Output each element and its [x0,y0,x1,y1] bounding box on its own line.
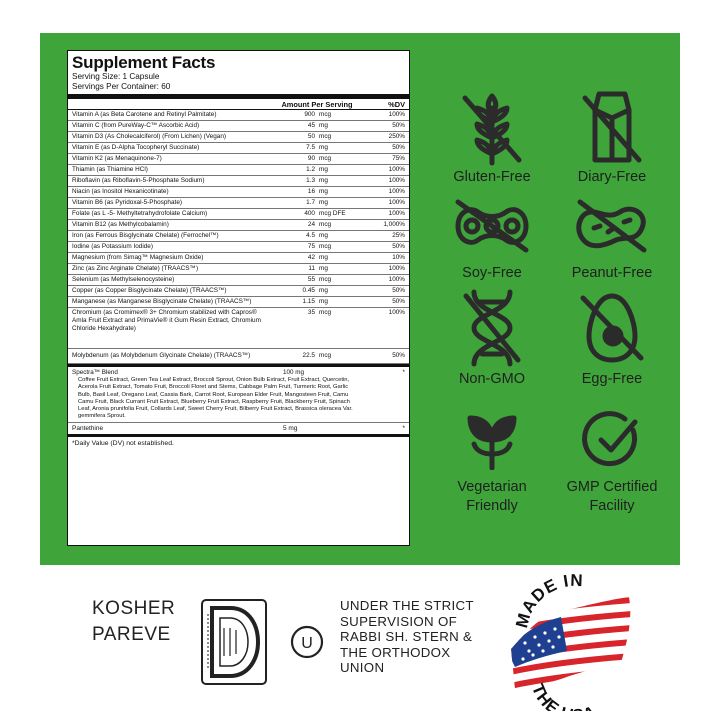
nutrient-dv: 10% [392,254,405,262]
non-gmo-badge [437,288,547,389]
nutrient-name: Vitamin E (as D-Alpha Tocopheryl Succinate) [72,144,200,152]
nutrient-amount-value: 1.3 [306,177,315,185]
nutrient-amount [269,133,365,141]
pantethine-row: Pantethine 5 mg * [68,423,409,437]
nutrient-row [68,143,409,154]
nutrient-amount-unit: mg [319,166,328,174]
dairy-free-label: Diary-Free [577,169,647,185]
nutrient-dv: 100% [388,111,405,119]
nutrient-amount-value: 24 [307,221,315,229]
nutrient-amount [269,265,365,273]
made-in-text: MADE IN [512,571,584,630]
nutrient-amount-value: 7.5 [306,144,315,152]
peanut-crossed-icon [572,198,652,254]
nutrient-row [68,176,409,187]
nutrient-amount-value: 55 [307,276,315,284]
nutrient-name: Zinc (as Zinc Arginate Chelate) (TRAACS™) [72,265,199,273]
dv-header: %DV [388,99,405,109]
nutrient-amount-unit: mcg [319,111,332,119]
nutrient-amount [269,155,365,163]
nutrient-row [68,231,409,242]
nutrient-name: Vitamin B6 (as Pyridoxal-5-Phosphate) [72,199,182,207]
nutrient-amount-unit: mcg [319,243,332,251]
orthodox-union-symbol [290,625,324,664]
blend-dv: * [402,369,405,377]
nutrient-name: Thiamin (as Thiamine HCl) [72,166,148,174]
vegetarian-badge [437,410,547,516]
nutrient-amount-unit: mg [319,298,328,306]
nutrient-name: Magnesium (from Simag™ Magnesium Oxide) [72,254,204,262]
nutrient-amount-unit: mcg DFE [319,210,346,218]
nutrient-amount [269,254,365,262]
dna-crossed-icon [462,288,522,368]
nutrient-amount-unit: mcg [319,221,332,229]
nutrient-row [68,275,409,286]
supplement-facts-panel [67,50,410,546]
blend-ingredients: Coffee Fruit Extract, Green Tea Leaf Extract, Broccoli Sprout, Onion Bulb Extract, Fruit Extract, Quercetin, Acerola Fruit Extract, Tomato Fruit, Broccoli Floret and Stems, Cabbage Palm Fruit, Turmeric Root, Garlic Bulb, Basil Leaf, Oregano Leaf, Cassia Bark, Carrot Root, European Elder Fruit, Mangosteen Fruit, Camu Camu Fruit, Black Currant Fruit Extract, Blueberry Fruit Extract, Raspberry Fruit, Blackberry Fruit, Spinach Leaf, Aronia prunifolia Fruit, Collards Leaf, Sweet Cherry Fruit, Bilberry Fruit Extract, Brassica oleracea Var. gemmifera Sprout. [78,377,353,420]
amount-header: Amount Per Serving [281,99,353,109]
nutrient-amount-unit: mg [319,177,328,185]
facts-title: Supplement Facts [72,53,216,72]
spectra-blend-row [68,364,409,422]
nutrient-name: Iron (as Ferrous Bisglycinate Chelate) (Ferrochel™) [72,232,219,240]
nutrient-row [68,286,409,297]
nutrient-name: Riboflavin (as Riboflavin-5-Phosphate Sodium) [72,177,205,185]
nutrient-amount-unit: mg [319,232,328,240]
nutrient-amount [269,166,365,174]
nutrient-row [68,209,409,220]
nutrient-amount-value: 1.7 [306,199,315,207]
nutrient-dv: 100% [388,166,405,174]
nutrient-name: Vitamin A (as Beta Carotene and Retinyl Palmitate) [72,111,217,119]
gluten-free-badge [437,88,547,187]
egg-free-label: Egg-Free [581,371,643,387]
nutrient-dv: 75% [392,155,405,163]
nutrient-amount [269,177,365,185]
nutrient-name: Iodine (as Potassium Iodide) [72,243,153,251]
nutrient-amount [269,188,365,196]
nutrient-amount-value: 900 [304,111,315,119]
nutrient-row [68,264,409,275]
nutrient-row [68,132,409,143]
nutrient-row [68,110,409,121]
ou-letter: U [301,635,313,652]
made-in-usa-badge [497,571,647,716]
nutrient-amount-unit: mg [319,199,328,207]
nutrient-name: Vitamin K2 (as Menaquinone-7) [72,155,162,163]
nutrient-amount-unit: mcg [319,276,332,284]
the-usa-text: THE [527,681,564,711]
nutrient-amount [269,144,365,152]
nutrient-amount-unit: mcg [319,133,332,141]
nutrient-dv: 250% [388,133,405,141]
nutrient-amount-unit: mg [319,188,328,196]
soy-free-label: Soy-Free [462,265,522,281]
nutrient-amount-value: 42 [307,254,315,262]
nutrient-amount-value: 16 [307,188,315,196]
nutrient-amount-value: 1.2 [306,166,315,174]
nutrient-amount-value: 90 [307,155,315,163]
nutrient-row [68,220,409,231]
blend-name: Spectra™ Blend [72,369,118,377]
nutrient-dv: 100% [388,188,405,196]
nutrient-row-chromium: Chromium (as Cromimex® 3+ Chromium stabilized with Capros® Amla Fruit Extract and PrimaVie® it Gum Resin Extract, Chromium Chloride Hexahydrate) 35 mcg 100% [68,308,409,349]
us-flag [497,571,647,711]
nutrient-amount-value: 45 [307,122,315,130]
nutrient-name: Vitamin C (from PureWay-C™ Ascorbic Acid) [72,122,200,130]
egg-free-badge [557,288,667,389]
soy-free-badge [437,198,547,283]
nutrient-name: Vitamin B12 (as Methylcobalamin) [72,221,169,229]
non-gmo-label: Non-GMO [458,371,526,387]
gmp-label-line2: Facility [589,498,635,514]
nutrient-dv: 100% [388,210,405,218]
nutrient-row [68,253,409,264]
nutrient-amount-value: 0.45 [302,287,315,295]
vegetarian-label-line1: Vegetarian [457,479,527,495]
blend-amount: 100 mg [283,369,305,377]
kosher-d-stamp-seal [200,598,268,691]
nutrient-amount [269,287,365,295]
nutrient-amount [269,221,365,229]
nutrient-amount [269,298,365,306]
nutrient-rows [72,110,405,308]
nutrient-amount-value: 400 [304,210,315,218]
nutrient-amount-unit: mg [319,265,328,273]
nutrient-amount-value: 4.5 [306,232,315,240]
kosher-pareve-text [92,596,175,648]
nutrient-dv: 50% [392,243,405,251]
nutrient-amount [269,276,365,284]
checkmark-circle-icon [581,410,643,472]
pareve-line: PAREVE [92,624,171,645]
nutrient-amount [269,122,365,130]
nutrient-name: Selenium (as Methylselenocysteine) [72,276,175,284]
nutrient-row-molybdenum: Molybdenum (as Molybdenum Glycinate Chelate) (TRAACS™) 22.5 mcg 50% [68,349,409,364]
soybean-crossed-icon [452,198,532,254]
nutrient-row [68,242,409,253]
dv-footnote: *Daily Value (DV) not established. [72,439,174,447]
gmp-label-line1: GMP Certified [566,479,658,495]
nutrient-row [68,154,409,165]
dairy-free-badge [557,88,667,187]
nutrient-dv: 50% [392,122,405,130]
nutrient-dv: 100% [388,199,405,207]
nutrient-amount-unit: mg [319,122,328,130]
nutrient-name: Folate (as L -5- Methyltetrahydrofolate Calcium) [72,210,208,218]
nutrient-amount [269,111,365,119]
nutrient-dv: 100% [388,177,405,185]
gmp-badge [547,410,677,516]
nutrient-name: Vitamin D3 (As Cholecalciferol) (From Lichen) (Vegan) [72,133,227,141]
nutrient-amount-value: 11 [308,265,315,273]
nutrient-name: Manganese (as Manganese Bisglycinate Chelate) (TRAACS™) [72,298,252,306]
nutrient-dv: 50% [392,298,405,306]
vegetarian-label-line2: Friendly [466,498,518,514]
nutrient-amount [269,243,365,251]
servings-per-container: Servings Per Container: 60 [72,82,171,92]
nutrient-row [68,187,409,198]
nutrient-dv: 50% [392,287,405,295]
nutrient-row [68,121,409,132]
nutrient-dv: 50% [392,144,405,152]
nutrient-dv: 100% [388,276,405,284]
nutrient-amount-value: 75 [307,243,315,251]
nutrient-amount-unit: mg [319,254,328,262]
nutrient-row [68,297,409,308]
nutrient-row [68,165,409,176]
nutrient-name: Copper (as Copper Bisglycinate Chelate) (TRAACS™) [72,287,227,295]
milk-carton-crossed-icon [577,88,647,166]
supervision-text: UNDER THE STRICT SUPERVISION OF RABBI SH. STERN & THE ORTHODOX UNION [340,598,474,675]
nutrient-amount [269,210,365,218]
egg-crossed-icon [577,288,647,368]
nutrient-dv: 25% [392,232,405,240]
serving-size: Serving Size: 1 Capsule [72,72,160,81]
peanut-free-badge [557,198,667,283]
nutrient-amount-unit: mcg [319,155,332,163]
nutrient-amount [269,199,365,207]
nutrient-row [68,198,409,209]
nutrient-amount [269,232,365,240]
nutrient-amount-unit: mg [319,287,328,295]
gluten-free-label: Gluten-Free [453,169,531,185]
nutrient-dv: 1,000% [383,221,405,229]
peanut-free-label: Peanut-Free [571,265,653,281]
nutrient-amount-value: 50 [307,133,315,141]
nutrient-name: Niacin (as Inositol Hexanicotinate) [72,188,169,196]
nutrient-dv: 100% [388,265,405,273]
leaf-icon [462,410,522,470]
nutrient-amount-value: 1.15 [302,298,315,306]
kosher-line: KOSHER [92,598,176,619]
wheat-crossed-icon [457,88,527,166]
facts-header [68,99,409,110]
nutrient-amount-unit: mg [319,144,328,152]
